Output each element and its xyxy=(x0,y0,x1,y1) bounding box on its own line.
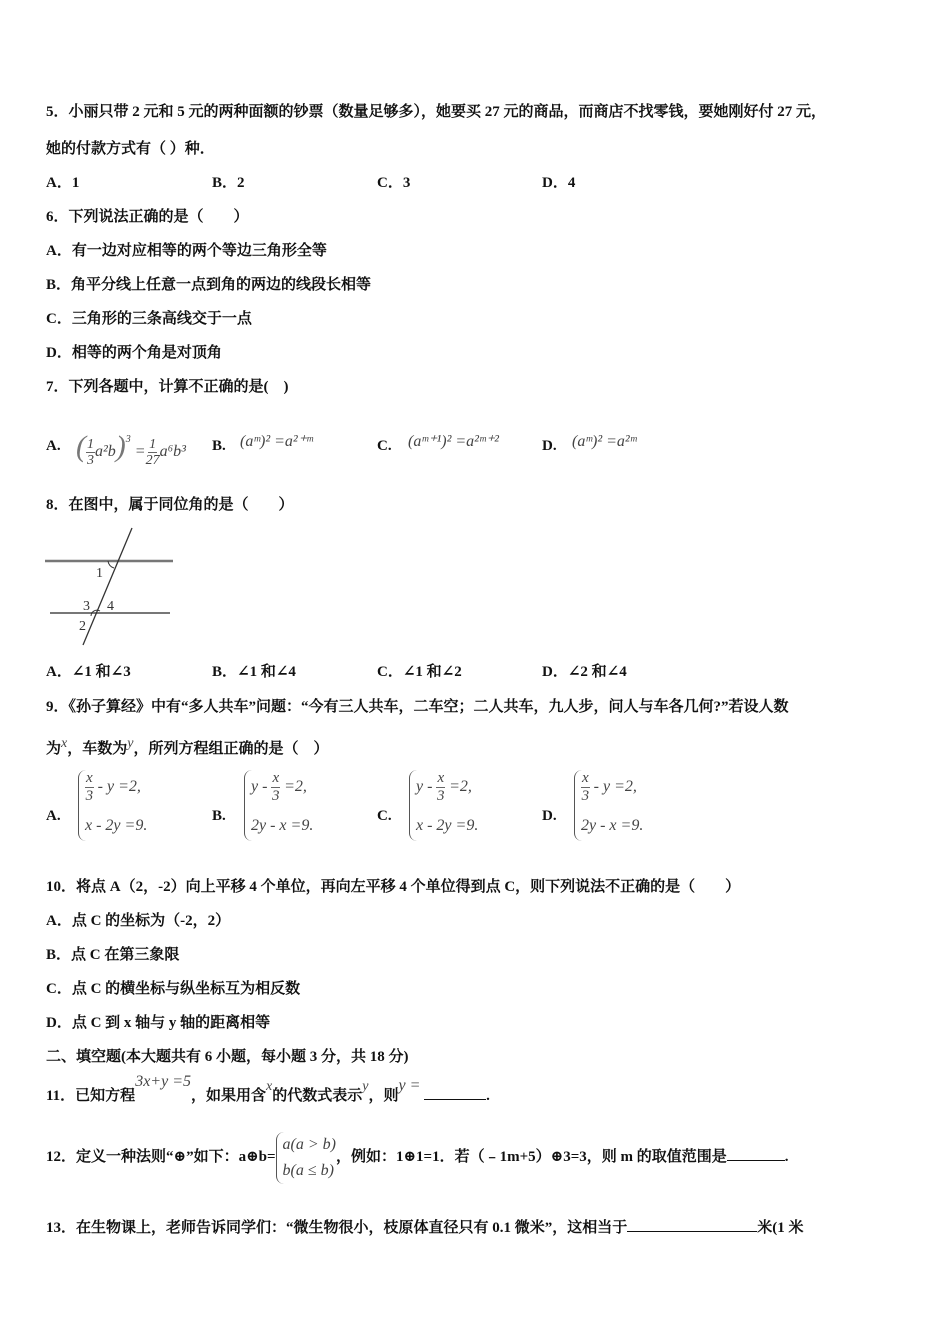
q7-label-c: C. xyxy=(377,438,392,454)
answer-blank[interactable] xyxy=(727,1146,785,1161)
q13 xyxy=(46,1217,804,1238)
frac-num: x xyxy=(272,770,280,786)
equation: 3x+y =5 xyxy=(135,1073,191,1090)
equation-1 xyxy=(251,770,313,805)
q9-equation-system xyxy=(244,770,313,841)
pre: y - xyxy=(416,778,437,796)
frac-num: 1 xyxy=(149,436,157,452)
angle-label-3: 3 xyxy=(83,599,90,614)
y-equals: y = xyxy=(398,1077,421,1094)
post: =2, xyxy=(449,778,472,796)
text: ，则 xyxy=(368,1088,399,1104)
q8-option-b: B．∠1 和∠4 xyxy=(212,664,296,680)
q9-equation-system xyxy=(409,770,478,841)
q6-option-c: C．三角形的三条高线交于一点 xyxy=(46,311,252,327)
exponent: 3 xyxy=(125,434,131,445)
q5-line1: 5．小丽只带 2 元和 5 元的两种面额的钞票（数量足够多），她要买 27 元的商品，而商店不找零钱，要她刚好付 27 元， xyxy=(46,104,827,120)
q7-label-b: B. xyxy=(212,438,226,454)
transversal xyxy=(83,528,132,645)
q7-formula-d: (aᵐ)² =a²ᵐ xyxy=(572,433,637,450)
q9-label: C. xyxy=(377,808,392,824)
text: 米(1 米 xyxy=(757,1220,804,1236)
parallel-lines-figure xyxy=(40,520,190,655)
q11 xyxy=(46,1073,490,1107)
text: . xyxy=(784,1149,789,1165)
q5-option-b: B．2 xyxy=(212,175,245,191)
var-x: x xyxy=(61,736,68,751)
frac-num: x xyxy=(582,770,589,786)
frac-den: 3 xyxy=(85,788,94,804)
q7-formula-b: (aᵐ)² =a²⁺ᵐ xyxy=(240,433,313,450)
var-y: y xyxy=(127,736,134,751)
q10-option-c: C．点 C 的横坐标与纵坐标互为相反数 xyxy=(46,981,301,997)
equation-2: x - 2y =9. xyxy=(85,817,148,834)
angle-label-1: 1 xyxy=(96,566,103,581)
text: ，例如：1⊕1=1．若（﹣1m+5）⊕3=3，则 m 的取值范围是 xyxy=(335,1149,727,1165)
q10-option-b: B．点 C 在第三象限 xyxy=(46,947,180,963)
q9-label: D. xyxy=(542,808,557,824)
q7-stem: 7．下列各题中，计算不正确的是( ) xyxy=(46,379,289,395)
angle-label-2: 2 xyxy=(79,619,86,634)
q9-label: A. xyxy=(46,808,61,824)
q9-line2 xyxy=(46,734,328,759)
frac-den: 27 xyxy=(145,452,160,468)
q10-option-d: D．点 C 到 x 轴与 y 轴的距离相等 xyxy=(46,1015,271,1031)
rhs: a⁶b³ xyxy=(159,443,186,460)
base: a²b xyxy=(95,443,116,460)
equation-2: 2y - x =9. xyxy=(581,817,644,834)
q9-equation-system xyxy=(78,770,147,841)
q7-formula-c: (aᵐ⁺¹)² =a²ᵐ⁺² xyxy=(408,433,499,450)
q8-option-a: A．∠1 和∠3 xyxy=(46,664,131,680)
frac-den: 3 xyxy=(581,788,590,804)
q9-equation-system xyxy=(574,770,643,841)
pre: y - xyxy=(251,778,272,796)
q5-option-a: A．1 xyxy=(46,175,80,191)
text: . xyxy=(486,1088,490,1104)
q8-stem: 8．在图中，属于同位角的是（ ） xyxy=(46,497,294,513)
case-1: a(a > b) xyxy=(282,1135,336,1153)
q8-option-c: C．∠1 和∠2 xyxy=(377,664,462,680)
q10-option-a: A．点 C 的坐标为（-2，2） xyxy=(46,913,231,929)
answer-blank[interactable] xyxy=(627,1217,757,1232)
frac-num: x xyxy=(86,770,93,786)
text: 为 xyxy=(46,741,62,757)
text: ，如果用含 xyxy=(190,1088,266,1104)
q10-stem: 10．将点 A（2，-2）向上平移 4 个单位，再向左平移 4 个单位得到点 C，则下列说法不正确的是（ ） xyxy=(46,879,741,895)
frac-den: 3 xyxy=(272,788,280,804)
q12 xyxy=(46,1130,789,1184)
q6-option-d: D．相等的两个角是对顶角 xyxy=(46,345,222,361)
frac-den: 3 xyxy=(87,452,94,468)
q5-option-c: C．3 xyxy=(377,175,411,191)
q7-formula-a: ( $\frac{1}{3}$ a²b)$^3$ = $\frac{1}{27}$ a⁶b³ xyxy=(76,430,186,468)
var-y: y xyxy=(362,1079,369,1094)
text: 12．定义一种法则“⊕”如下：a⊕b= xyxy=(46,1149,276,1165)
text: ，车数为 xyxy=(67,741,128,757)
frac-num: x xyxy=(437,770,445,786)
equation-1 xyxy=(581,770,643,805)
q6-option-b: B．角平分线上任意一点到角的两边的线段长相等 xyxy=(46,277,372,293)
post: =2, xyxy=(284,778,307,796)
q5-option-d: D．4 xyxy=(542,175,576,191)
text: 的代数式表示 xyxy=(272,1088,363,1104)
case-2: b(a ≤ b) xyxy=(282,1161,334,1179)
equation-2: x - 2y =9. xyxy=(416,817,479,834)
post: - y =2, xyxy=(593,778,637,796)
q8-option-d: D．∠2 和∠4 xyxy=(542,664,627,680)
post: - y =2, xyxy=(97,778,141,796)
q7-label-d: D. xyxy=(542,438,557,454)
q6-option-a: A．有一边对应相等的两个等边三角形全等 xyxy=(46,243,327,259)
q7-label-a: A. xyxy=(46,438,61,454)
frac-num: 1 xyxy=(87,436,94,452)
equation-1 xyxy=(85,770,147,805)
frac-den: 3 xyxy=(437,788,445,804)
text: 13．在生物课上，老师告诉同学们：“微生物很小，枝原体直径只有 0.1 微米”，这相当于 xyxy=(46,1220,628,1236)
answer-blank[interactable] xyxy=(424,1085,486,1100)
q9-label: B. xyxy=(212,808,226,824)
angle-label-4: 4 xyxy=(107,599,114,614)
q6-stem: 6．下列说法正确的是（ ） xyxy=(46,209,249,225)
section-heading: 二、填空题(本大题共有 6 小题，每小题 3 分，共 18 分) xyxy=(46,1049,409,1065)
q9-line1: 9．《孙子算经》中有“多人共车”问题：“今有三人共车，二车空；二人共车，九人步，问人与车各几何?”若设人数 xyxy=(46,699,789,715)
text: ，所列方程组正确的是（ ） xyxy=(133,741,329,757)
equation-2: 2y - x =9. xyxy=(251,817,314,834)
q5-line2: 她的付款方式有（ ）种． xyxy=(46,141,215,157)
equation-1 xyxy=(416,770,478,805)
var-x: x xyxy=(266,1079,273,1094)
piecewise-cases xyxy=(276,1132,336,1184)
text: 11．已知方程 xyxy=(46,1088,136,1104)
